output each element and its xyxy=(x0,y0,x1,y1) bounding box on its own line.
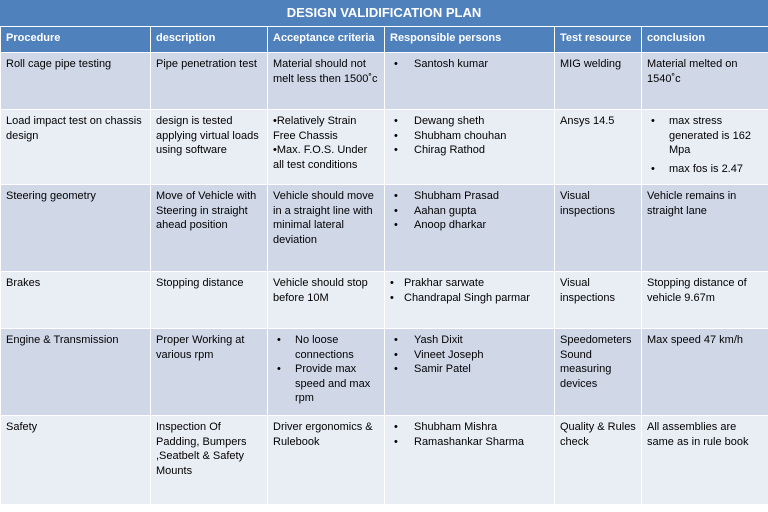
resource-cell: Speedometers Sound measuring devices xyxy=(555,329,642,416)
conclusion-cell: Stopping distance of vehicle 9.67m xyxy=(642,272,768,329)
person-item: • Dewang sheth xyxy=(390,114,549,129)
header-conclusion: conclusion xyxy=(642,27,768,53)
criteria-item: • Provide max speed and max rpm xyxy=(273,362,379,406)
validation-plan-table xyxy=(0,26,768,505)
criteria-item: •Max. F.O.S. Under all test conditions xyxy=(273,144,368,171)
table-row xyxy=(1,185,768,272)
person-item: • Samir Patel xyxy=(390,362,549,377)
criteria-cell: Material should not melt less then 1500˚c xyxy=(268,53,385,110)
table-row xyxy=(1,272,768,329)
person-item: • Shubham Prasad xyxy=(390,189,549,204)
header-row xyxy=(1,27,768,53)
persons-cell xyxy=(385,185,555,272)
criteria-cell xyxy=(268,110,385,185)
resource-cell: Visual inspections xyxy=(555,185,642,272)
person-item: • Anoop dharkar xyxy=(390,218,549,233)
criteria-item: •Relatively Strain Free Chassis xyxy=(273,115,357,142)
person-item: • Chandrapal Singh parmar xyxy=(390,291,549,306)
conclusion-cell: All assemblies are same as in rule book xyxy=(642,416,768,505)
conclusion-cell: Material melted on 1540˚c xyxy=(642,53,768,110)
criteria-cell xyxy=(268,329,385,416)
table-row xyxy=(1,329,768,416)
persons-cell xyxy=(385,416,555,505)
header-description: description xyxy=(151,27,268,53)
person-item: • Chirag Rathod xyxy=(390,143,549,158)
criteria-cell: Vehicle should stop before 10M xyxy=(268,272,385,329)
persons-cell xyxy=(385,329,555,416)
table-row xyxy=(1,110,768,185)
conclusion-cell xyxy=(642,110,768,185)
person-item: • Shubham Mishra xyxy=(390,420,549,435)
person-item: • Ramashankar Sharma xyxy=(390,435,549,450)
conclusion-item: • max stress generated is 162 Mpa xyxy=(647,114,763,158)
conclusion-item: • max fos is 2.47 xyxy=(647,162,763,177)
person-item: • Shubham chouhan xyxy=(390,129,549,144)
resource-cell: Ansys 14.5 xyxy=(555,110,642,185)
resource-cell: Visual inspections xyxy=(555,272,642,329)
person-item: • Santosh kumar xyxy=(390,57,549,72)
criteria-cell: Driver ergonomics & Rulebook xyxy=(268,416,385,505)
slide-title: DESIGN VALIDIFICATION PLAN xyxy=(0,0,768,26)
procedure-cell: Roll cage pipe testing xyxy=(1,53,151,110)
header-procedure: Procedure xyxy=(1,27,151,53)
persons-cell xyxy=(385,110,555,185)
procedure-cell: Steering geometry xyxy=(1,185,151,272)
description-cell: Proper Working at various rpm xyxy=(151,329,268,416)
header-responsible-persons: Responsible persons xyxy=(385,27,555,53)
description-cell: Pipe penetration test xyxy=(151,53,268,110)
description-cell: design is tested applying virtual loads using software xyxy=(151,110,268,185)
person-item: • Aahan gupta xyxy=(390,204,549,219)
person-item: • Prakhar sarwate xyxy=(390,276,549,291)
table-row xyxy=(1,53,768,110)
conclusion-cell: Max speed 47 km/h xyxy=(642,329,768,416)
procedure-cell: Brakes xyxy=(1,272,151,329)
conclusion-cell: Vehicle remains in straight lane xyxy=(642,185,768,272)
criteria-item: • No loose connections xyxy=(273,333,379,362)
description-cell: Move of Vehicle with Steering in straight ahead position xyxy=(151,185,268,272)
table-row xyxy=(1,416,768,505)
procedure-cell: Safety xyxy=(1,416,151,505)
header-acceptance-criteria: Acceptance criteria xyxy=(268,27,385,53)
persons-cell xyxy=(385,53,555,110)
persons-cell xyxy=(385,272,555,329)
description-cell: Stopping distance xyxy=(151,272,268,329)
criteria-cell: Vehicle should move in a straight line with minimal lateral deviation xyxy=(268,185,385,272)
person-item: • Yash Dixit xyxy=(390,333,549,348)
procedure-cell: Engine & Transmission xyxy=(1,329,151,416)
description-cell: Inspection Of Padding, Bumpers ,Seatbelt & Safety Mounts xyxy=(151,416,268,505)
procedure-cell: Load impact test on chassis design xyxy=(1,110,151,185)
resource-cell: Quality & Rules check xyxy=(555,416,642,505)
person-item: • Vineet Joseph xyxy=(390,348,549,363)
resource-cell: MIG welding xyxy=(555,53,642,110)
header-test-resource: Test resource xyxy=(555,27,642,53)
